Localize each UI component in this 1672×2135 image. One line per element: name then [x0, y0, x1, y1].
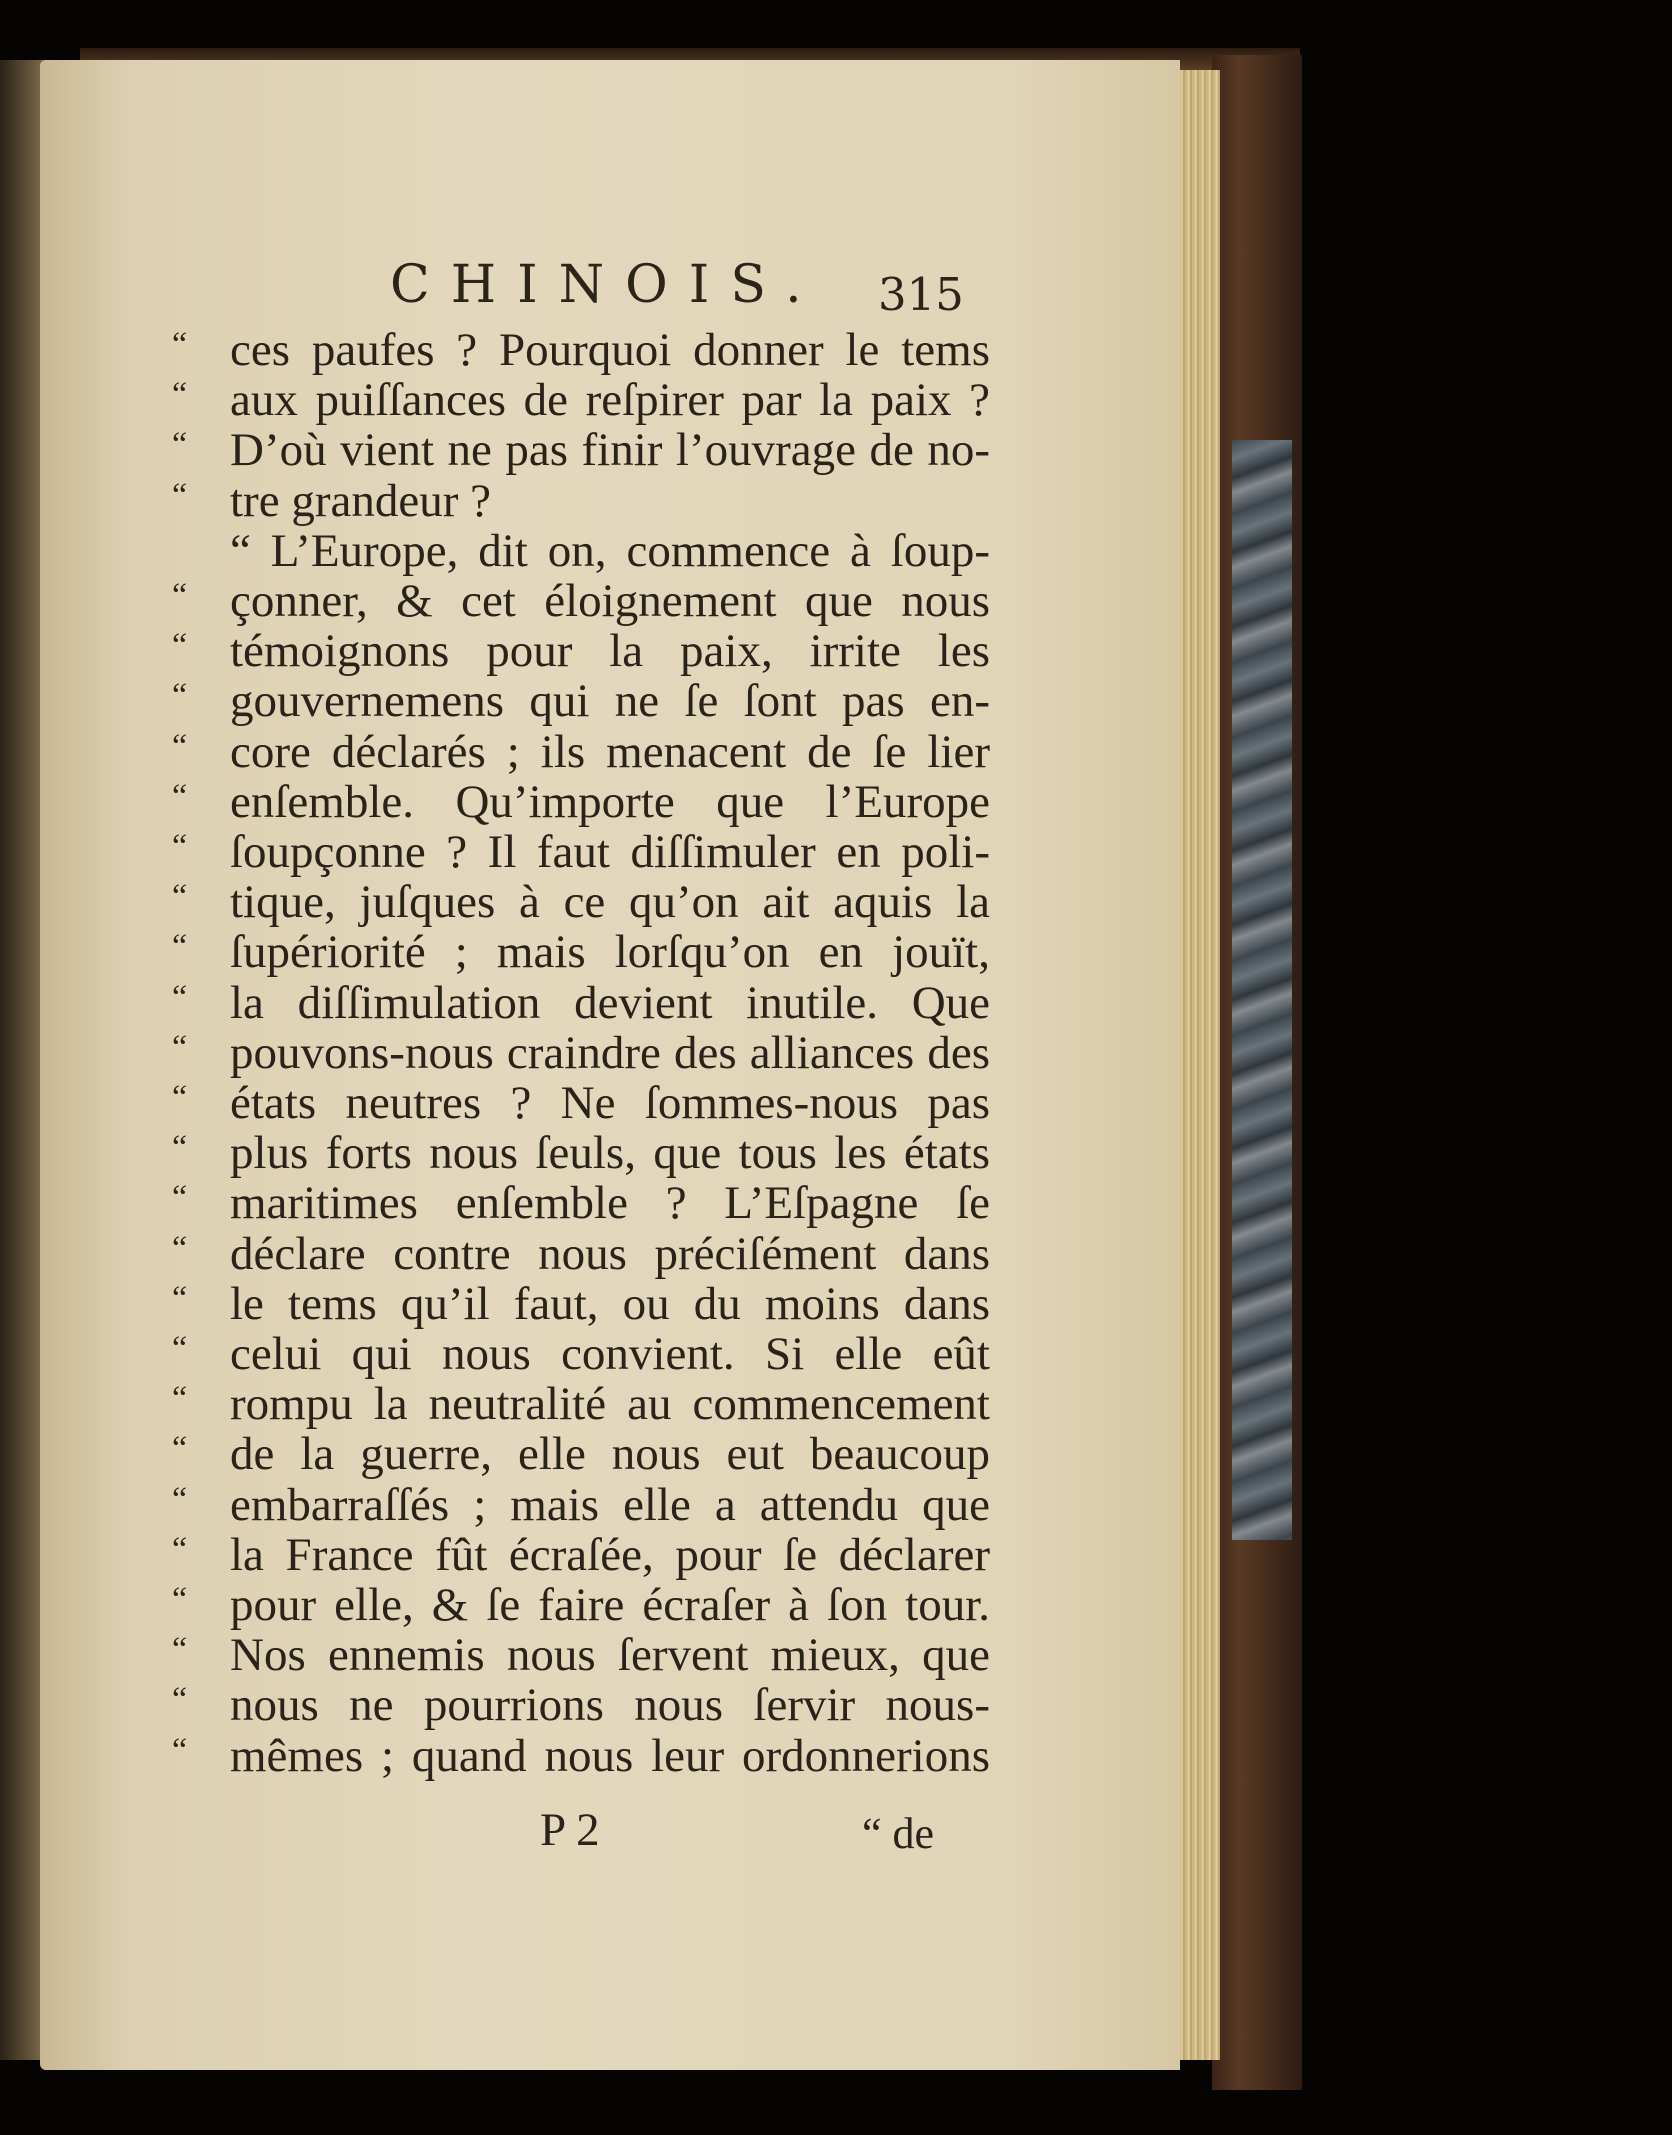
quotation-mark: “: [172, 476, 188, 514]
quotation-mark: “: [172, 1530, 188, 1568]
quotation-mark: “: [172, 677, 188, 715]
text-line: [172, 476, 1002, 526]
quotation-mark: “: [172, 1380, 188, 1418]
quotation-mark: “: [172, 326, 188, 363]
line-text: celui qui nous convient. Si elle eût: [230, 1328, 990, 1380]
quotation-mark: “: [172, 577, 188, 614]
line-text: le tems qu’il faut, ou du moins dans: [230, 1277, 990, 1330]
line-text: çonner, & cet éloignement que nous: [230, 575, 990, 627]
quotation-mark: “: [172, 1581, 188, 1618]
text-line: [172, 1229, 1002, 1279]
quotation-mark: “: [172, 1480, 188, 1518]
quotation-mark: “: [172, 828, 188, 865]
text-line: [172, 727, 1002, 777]
text-line: [172, 827, 1002, 877]
quotation-mark: “: [172, 1330, 188, 1367]
quotation-mark: “: [172, 727, 188, 765]
signature-mark: P 2: [540, 1804, 600, 1856]
quotation-mark: “: [172, 1681, 188, 1719]
text-line: [172, 877, 1002, 927]
quotation-mark: “: [172, 1279, 188, 1317]
text-line: [172, 927, 1002, 977]
quotation-mark: “: [172, 1179, 188, 1217]
line-text: états neutres ? Ne ſommes-nous pas: [230, 1077, 990, 1129]
text-line: [172, 1028, 1002, 1078]
text-line: [172, 425, 1002, 475]
text-line: [172, 1279, 1002, 1329]
page-number: 315: [878, 268, 964, 321]
text-line: [172, 526, 1002, 576]
line-text: enſemble. Qu’importe que l’Europe: [230, 775, 990, 828]
quotation-mark: “: [172, 978, 188, 1016]
text-line: [172, 1429, 1002, 1479]
line-text: mêmes ; quand nous leur ordonnerions: [230, 1729, 990, 1782]
line-text: aux puiſſances de reſpirer par la paix ?: [230, 374, 990, 427]
line-text: plus forts nous ſeuls, que tous les états: [230, 1127, 990, 1180]
marbled-cover-paper: [1232, 440, 1292, 1540]
text-line: [172, 576, 1002, 626]
line-text: D’où vient ne pas finir l’ouvrage de no-: [230, 424, 990, 477]
quotation-mark: “: [172, 928, 188, 966]
text-line: [172, 375, 1002, 425]
line-text: “ L’Europe, dit on, commence à ſoup-: [230, 524, 990, 577]
text-line: [172, 1329, 1002, 1379]
line-text: ſoupçonne ? Il faut diſſimuler en poli-: [230, 826, 990, 878]
line-text: maritimes enſemble ? L’Eſpagne ſe: [230, 1177, 990, 1230]
text-line: [172, 1630, 1002, 1680]
text-line: [172, 676, 1002, 726]
text-line: [172, 626, 1002, 676]
line-text: nous ne pourrions nous ſervir nous-: [230, 1679, 990, 1732]
line-text: la diſſimulation devient inutile. Que: [230, 976, 990, 1029]
text-line: [172, 1731, 1002, 1781]
catchword: “ de: [862, 1809, 935, 1858]
text-line: [172, 1580, 1002, 1630]
text-line: [172, 978, 1002, 1028]
text-line: [172, 325, 1002, 375]
line-text: tique, juſques à ce qu’on ait aquis la: [230, 876, 990, 929]
text-line: [172, 777, 1002, 827]
quotation-mark: “: [172, 1631, 188, 1669]
quotation-mark: “: [172, 777, 188, 815]
line-text: témoignons pour la paix, irrite les: [230, 625, 990, 678]
running-title: CHINOIS.: [390, 255, 823, 315]
line-text: rompu la neutralité au commencement: [230, 1378, 990, 1431]
line-text: Nos ennemis nous ſervent mieux, que: [230, 1629, 990, 1682]
line-text: pour elle, & ſe faire écraſer à ſon tour.: [230, 1579, 990, 1631]
quotation-mark: “: [172, 878, 188, 916]
line-text: déclare contre nous préciſément dans: [230, 1227, 990, 1280]
quotation-mark: “: [172, 1731, 188, 1769]
text-line: [172, 1128, 1002, 1178]
text-line: [172, 1078, 1002, 1128]
line-text: tre grandeur ?: [230, 474, 491, 527]
text-line: [172, 1178, 1002, 1228]
quotation-mark: “: [172, 1028, 188, 1066]
quotation-mark: “: [172, 1430, 188, 1468]
line-text: pouvons-nous craindre des alliances des: [230, 1026, 990, 1079]
line-text: ces paufes ? Pourquoi donner le tems: [230, 324, 990, 376]
quotation-mark: “: [172, 627, 188, 665]
text-line: [172, 1530, 1002, 1580]
text-line: [172, 1480, 1002, 1530]
quotation-mark: “: [172, 1079, 188, 1116]
line-text: la France fût écraſée, pour ſe déclarer: [230, 1528, 990, 1581]
line-text: core déclarés ; ils menacent de ſe lier: [230, 725, 990, 778]
text-line: [172, 1379, 1002, 1429]
quotation-mark: “: [172, 426, 188, 464]
line-text: embarraſſés ; mais elle a attendu que: [230, 1478, 990, 1531]
text-line: [172, 1680, 1002, 1730]
line-text: de la guerre, elle nous eut beaucoup: [230, 1428, 990, 1481]
quotation-mark: “: [172, 1229, 188, 1267]
line-text: ſupériorité ; mais lorſqu’on en jouït,: [230, 926, 990, 979]
quotation-mark: “: [172, 1129, 188, 1167]
line-text: gouvernemens qui ne ſe ſont pas en-: [230, 675, 990, 728]
quotation-mark: “: [172, 376, 188, 414]
